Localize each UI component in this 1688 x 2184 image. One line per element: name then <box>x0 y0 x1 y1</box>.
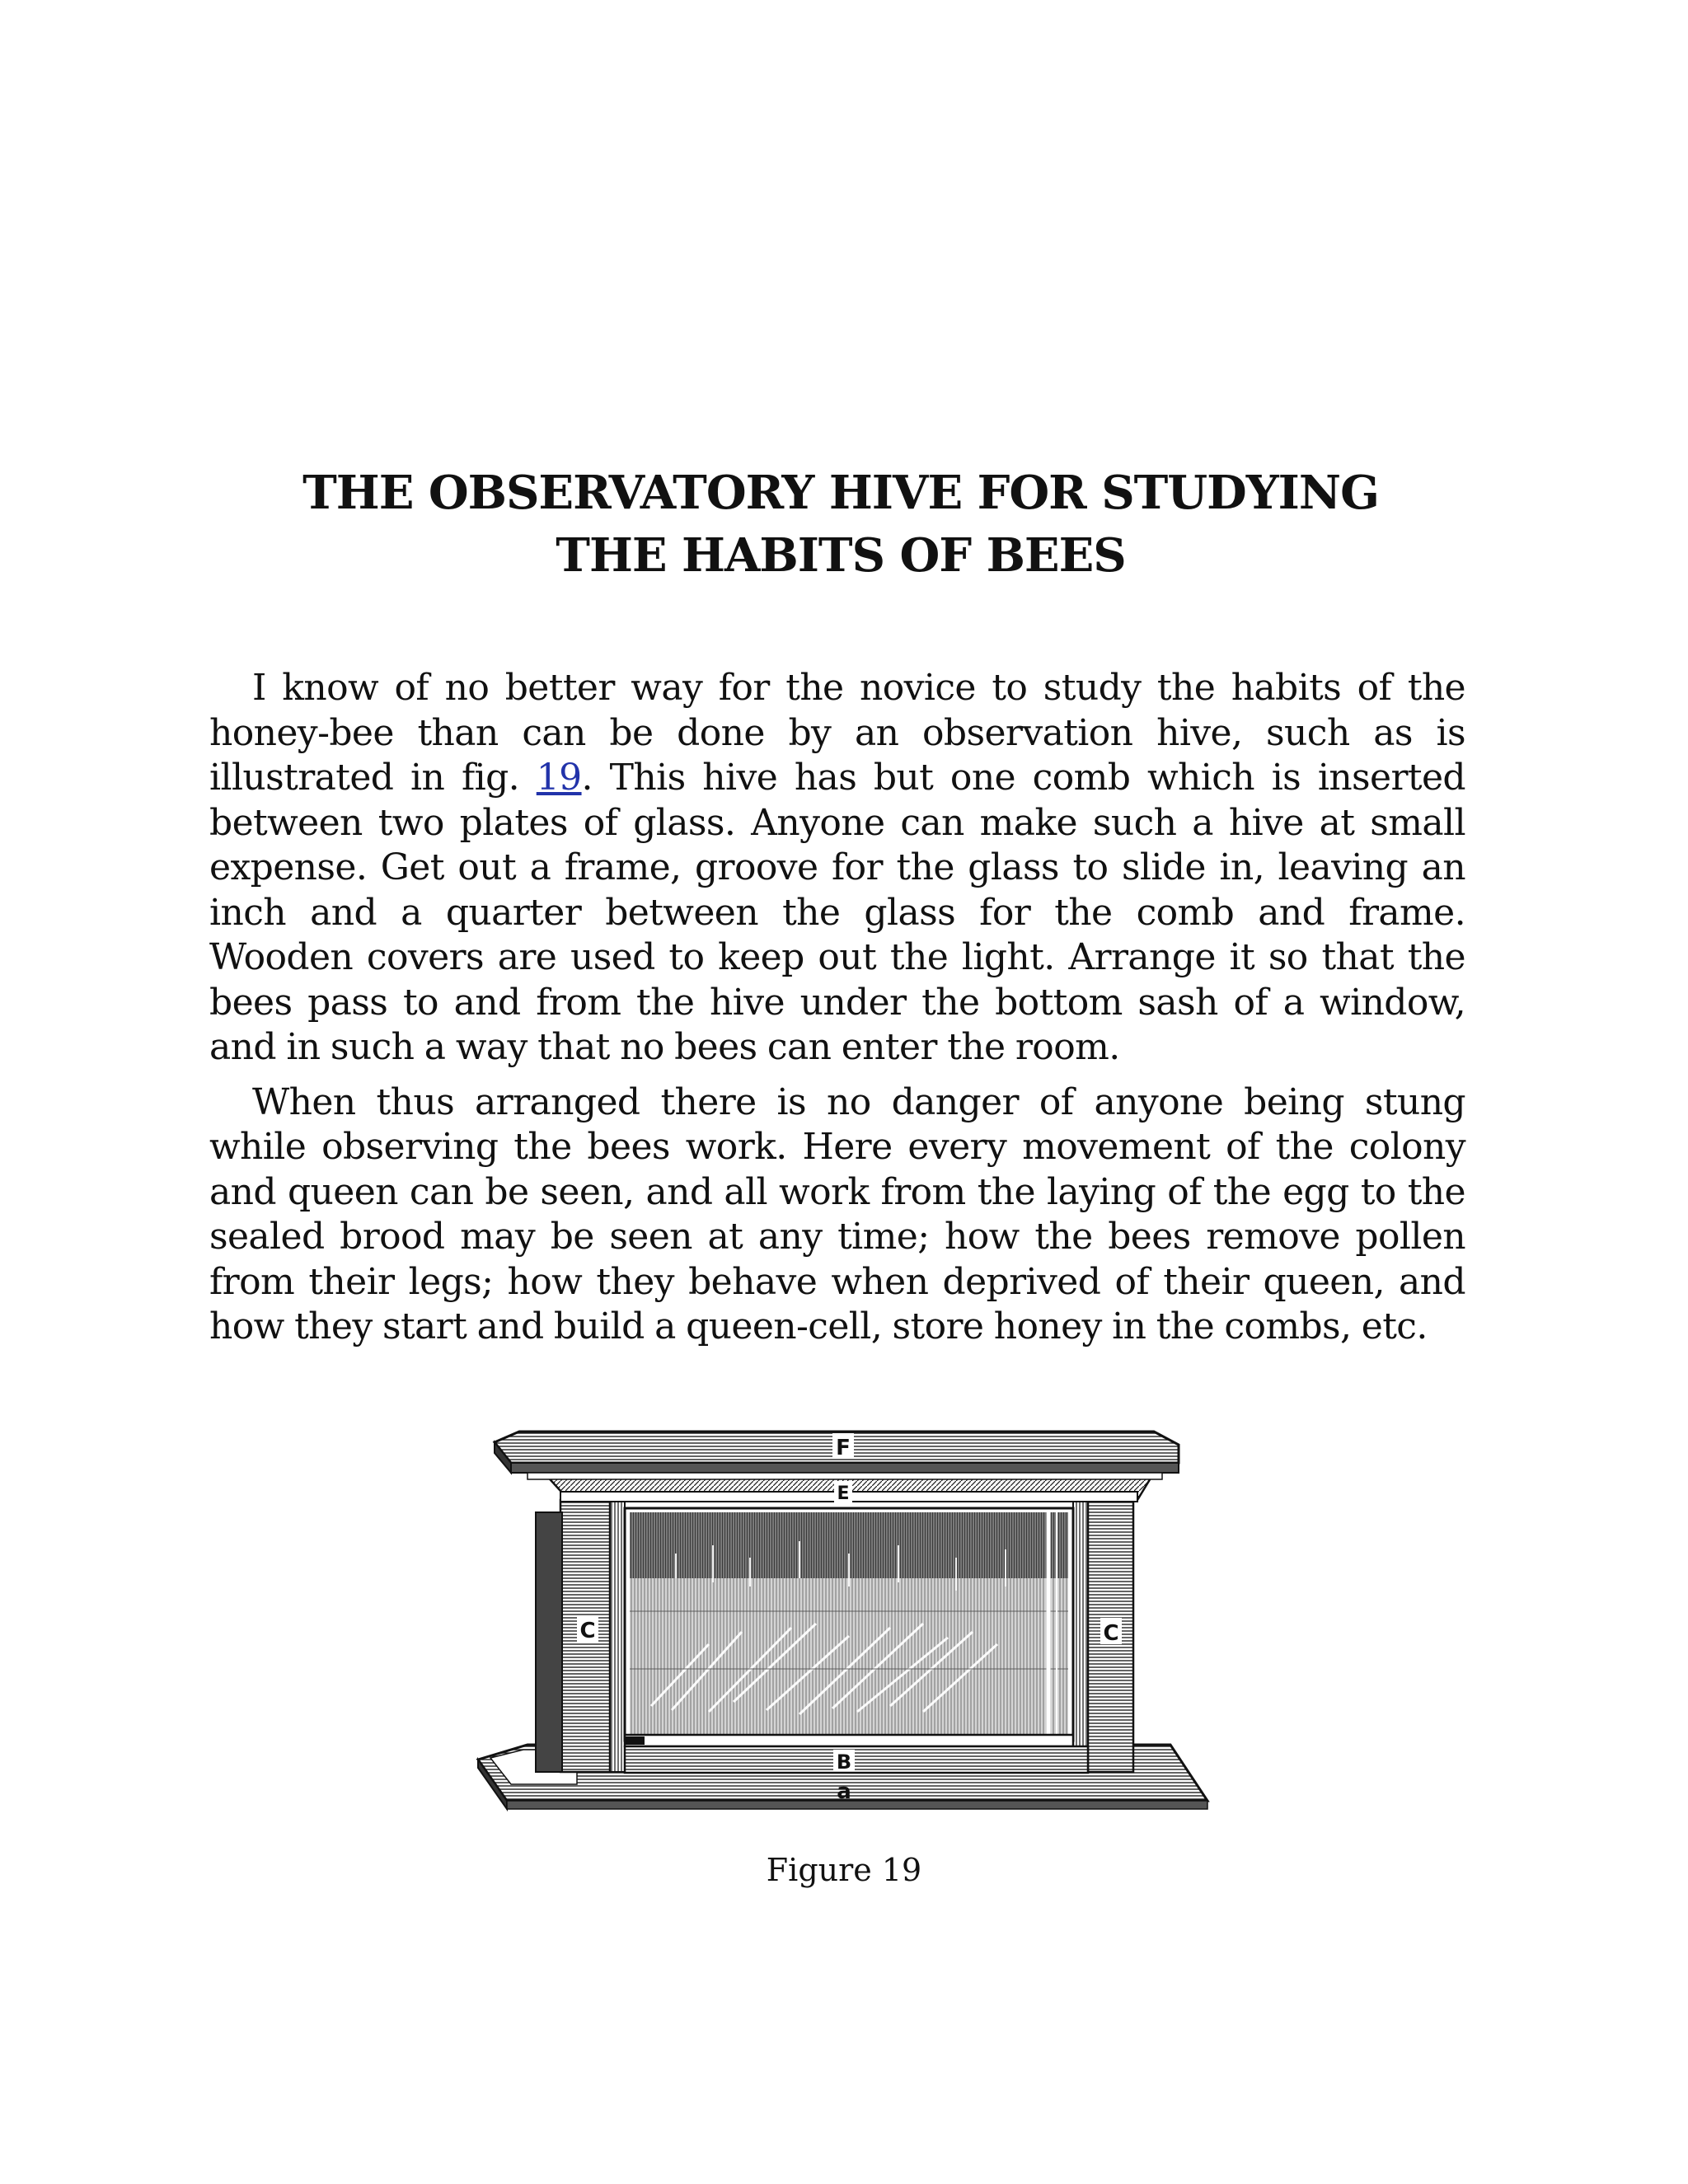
body-text <box>209 666 1465 1360</box>
label-c-left: C <box>579 1619 596 1643</box>
figure-caption: Figure 19 <box>766 1852 922 1888</box>
observation-hive-illustration <box>462 1422 1220 1834</box>
label-e: E <box>837 1483 850 1504</box>
paragraph-1-text-start: I know of no better way for the novice to study the habits of the honey-bee than can be done by an observation hive, such as is illustrated in fig. <box>209 667 1465 799</box>
chapter-title-line-1: THE OBSERVATORY HIVE FOR STUDYING <box>302 466 1379 520</box>
label-b: B <box>836 1750 852 1774</box>
hive-body <box>536 1500 1133 1773</box>
paragraph-2: When thus arranged there is no danger of anyone being stung while observing the bees work. Here every movement of the colony and queen can be seen, and all work from the laying of the egg to the sealed brood may be seen at any time; how the bees remove pollen from their legs; how they behave when deprived of their queen, and how they start and build a queen-cell, store honey in the combs, etc. <box>209 1080 1465 1347</box>
paragraph-1 <box>209 666 1465 1071</box>
chapter-title-line-2: THE HABITS OF BEES <box>556 528 1126 583</box>
chapter-title <box>165 462 1517 587</box>
observation-hive-drawing <box>462 1422 1220 1834</box>
figure-19-link[interactable]: 19 <box>536 757 582 799</box>
label-c-right: C <box>1103 1621 1119 1646</box>
label-a: a <box>837 1779 851 1804</box>
paragraph-1-text-end: . This hive has but one comb which is inserted between two plates of glass. Anyone can make such a hive at small expense. Get out a frame, groove for the glass to slide in, leaving an inch and a quarter between the glass for the comb and frame. Wooden covers are used to keep out the light. Arrange it so that the bees pass to and from the hive under the bottom sash of a window, and in such a way that no bees can enter the room. <box>209 757 1465 1068</box>
label-f: F <box>836 1436 851 1460</box>
